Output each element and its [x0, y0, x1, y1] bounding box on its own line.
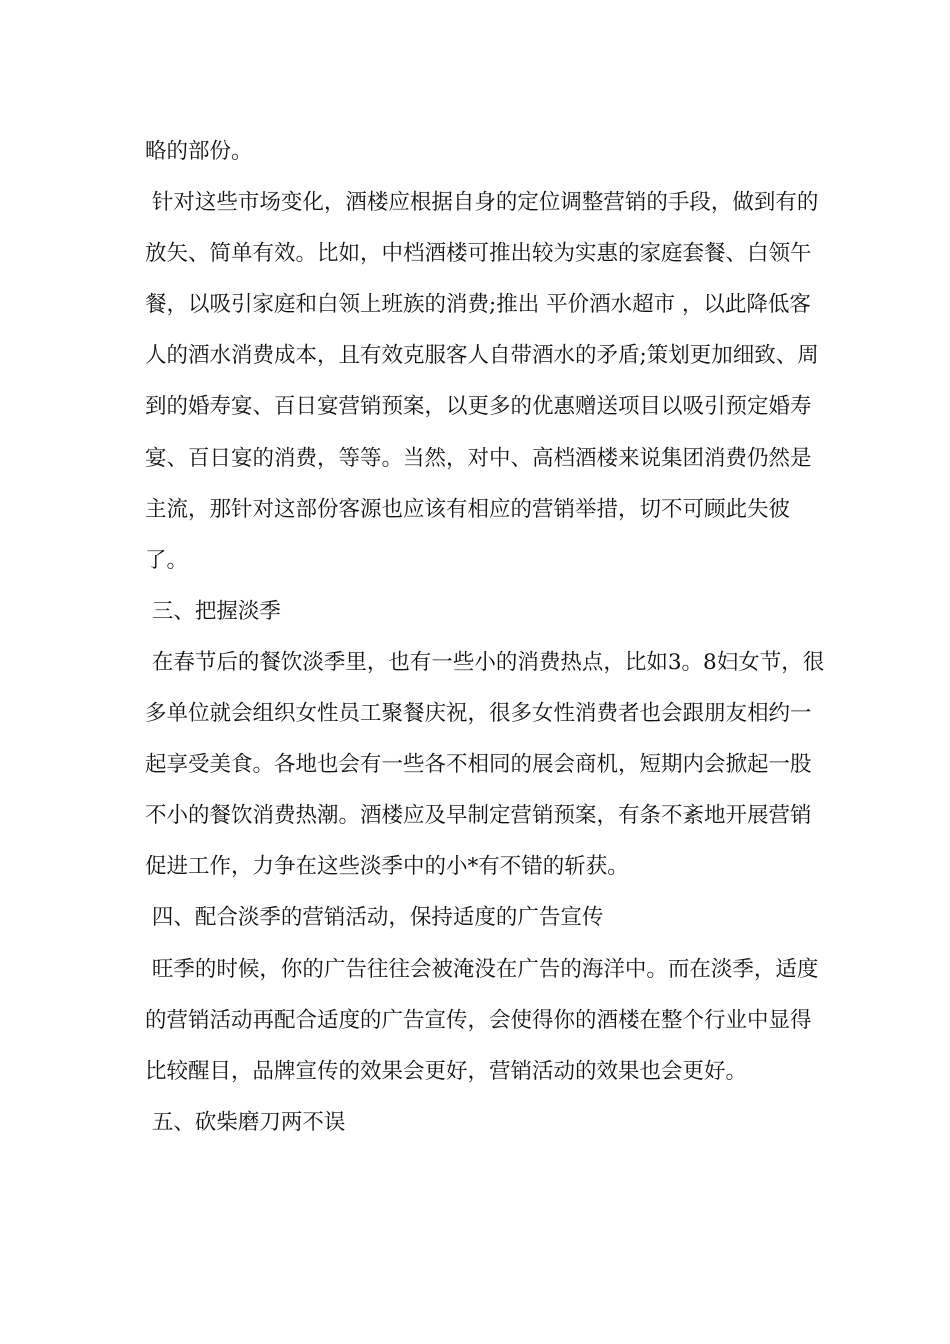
- paragraph-advertising: 旺季的时候，你的广告往往会被淹没在广告的海洋中。而在淡季，适度的营销活动再配合适度的广告宣传，会使得你的酒楼在整个行业中显得比较醒目，品牌宣传的效果会更好，营销活动的效果也会更好。: [145, 956, 819, 1084]
- section-heading-3: 三、把握淡季: [145, 598, 281, 624]
- section-heading-5: 五、砍柴磨刀两不误: [145, 1109, 346, 1135]
- document-body: [145, 126, 825, 1148]
- paragraph-continuation: 略的部份。: [145, 139, 253, 164]
- paragraph-marketing-adjustment: 针对这些市场变化，酒楼应根据自身的定位调整营销的手段，做到有的放矢、简单有效。比如，中档酒楼可推出较为实惠的家庭套餐、白领午餐，以吸引家庭和白领上班族的消费;推出 平价酒水超市 ，以此降低客人的酒水消费成本，且有效克服客人自带酒水的矛盾;策划更加细致、周到的婚寿宴、百日宴营销预案，以更多的优惠赠送项目以吸引预定婚寿宴、百日宴的消费，等等。当然，对中、高档酒楼来说集团消费仍然是主流，那针对这部份客源也应该有相应的营销举措，切不可顾此失彼了。: [145, 190, 819, 573]
- section-heading-4: 四、配合淡季的营销活动，保持适度的广告宣传: [145, 905, 604, 931]
- paragraph-off-season-hotspots: 在春节后的餐饮淡季里，也有一些小的消费热点，比如3。8妇女节，很多单位就会组织女性员工聚餐庆祝，很多女性消费者也会跟朋友相约一起享受美食。各地也会有一些各不相同的展会商机，短期内会掀起一股不小的餐饮消费热潮。酒楼应及早制定营销预案，有条不紊地开展营销促进工作，力争在这些淡季中的小*有不错的斩获。: [145, 649, 825, 880]
